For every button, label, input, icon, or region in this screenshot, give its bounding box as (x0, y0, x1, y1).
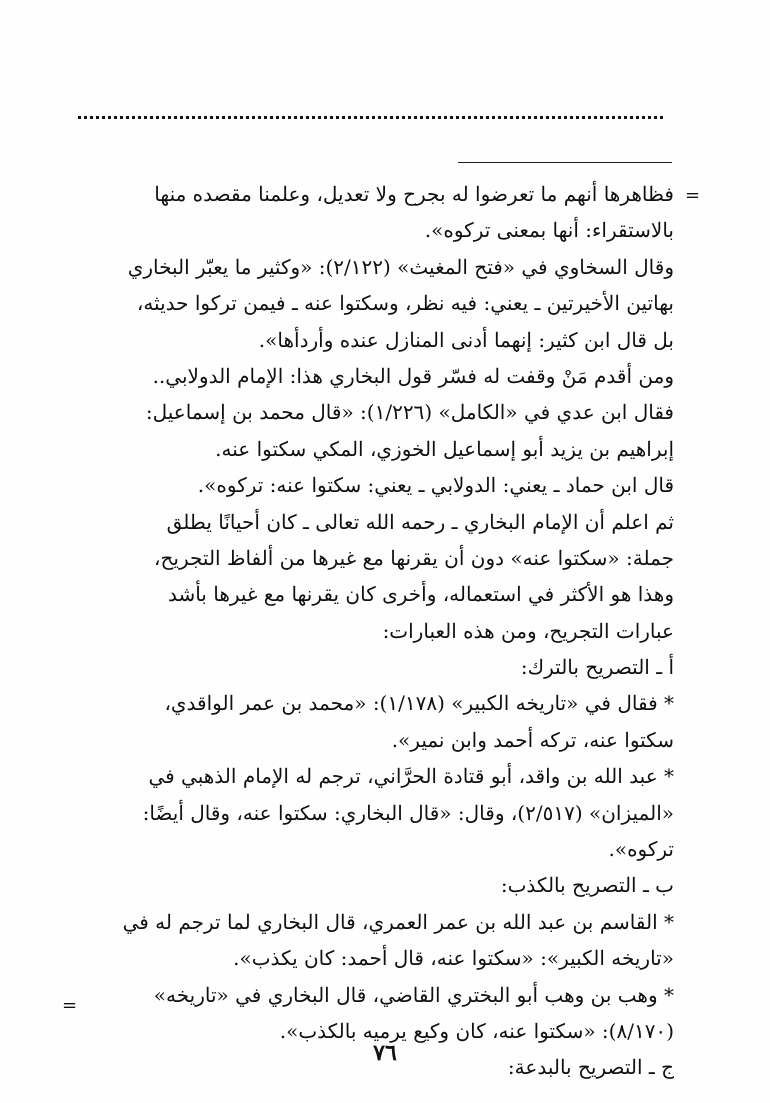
text-line: سكتوا عنه، تركه أحمد وابن نمير». (391, 727, 674, 752)
text-line: (٨/١٧٠): «سكتوا عنه، كان وكيع يرميه بالكذب». (279, 1018, 674, 1043)
dotted-separator (78, 116, 663, 119)
continuation-mark-bottom: = (62, 995, 78, 1016)
footnote-rule (458, 162, 672, 163)
footnote-text (76, 176, 674, 1086)
text-line: ثم اعلم أن الإمام البخاري ـ رحمه الله تعالى ـ كان أحيانًا يطلق (166, 509, 674, 534)
text-line: * وهب بن وهب أبو البختري القاضي، قال البخاري في «تاريخه» (153, 982, 674, 1007)
text-line: «تاريخه الكبير»: «سكتوا عنه، قال أحمد: كان يكذب». (233, 946, 674, 971)
text-line: إبراهيم بن يزيد أبو إسماعيل الخوزي، المكي سكتوا عنه. (215, 436, 674, 461)
text-line: تركوه». (608, 837, 674, 862)
text-line: بالاستقراء: أنها بمعنى تركوه». (424, 218, 674, 243)
text-line: ومن أقدم مَنْ وقفت له فسّر قول البخاري هذا: الإمام الدولابي.. (152, 363, 674, 388)
section-heading-c: ج ـ التصريح بالبدعة: (507, 1055, 674, 1080)
text-line: قال ابن حماد ـ يعني: الدولابي ـ يعني: سكتوا عنه: تركوه». (197, 473, 674, 498)
text-line: وهذا هو الأكثر في استعماله، وأخرى كان يقرنها مع غيرها بأشد (167, 582, 674, 607)
text-line: بل قال ابن كثير: إنهما أدنى المنازل عنده وأردأها». (258, 327, 674, 352)
text-line: وقال السخاوي في «فتح المغيث» (٢/١٢٢): «وكثير ما يعبّر البخاري (127, 254, 674, 279)
text-line: جملة: «سكتوا عنه» دون أن يقرنها مع غيرها من ألفاظ التجريح، (154, 545, 674, 570)
text-line: فظاهرها أنهم ما تعرضوا له بجرح ولا تعديل، وعلمنا مقصده منها (154, 182, 674, 206)
text-line: عبارات التجريح، ومن هذه العبارات: (382, 618, 674, 643)
continuation-mark-top: = (685, 185, 701, 206)
text-line: * فقال في «تاريخه الكبير» (١/١٧٨): «محمد بن عمر الواقدي، (164, 691, 674, 716)
section-heading-b: ب ـ التصريح بالكذب: (500, 873, 674, 898)
text-line: * عبد الله بن واقد، أبو قتادة الحرَّاني، ترجم له الإمام الذهبي في (148, 764, 674, 789)
text-line: * القاسم بن عبد الله بن عمر العمري، قال البخاري لما ترجم له في (122, 909, 674, 934)
page-number: ٧٦ (373, 1040, 397, 1066)
text-line: «الميزان» (٢/٥١٧)، وقال: «قال البخاري: سكتوا عنه، وقال أيضًا: (142, 800, 674, 825)
text-line: بهاتين الأخيرتين ـ يعني: فيه نظر، وسكتوا عنه ـ فيمن تركوا حديثه، (136, 291, 674, 316)
text-line: فقال ابن عدي في «الكامل» (١/٢٢٦): «قال محمد بن إسماعيل: (145, 400, 674, 425)
section-heading-a: أ ـ التصريح بالترك: (520, 655, 674, 680)
